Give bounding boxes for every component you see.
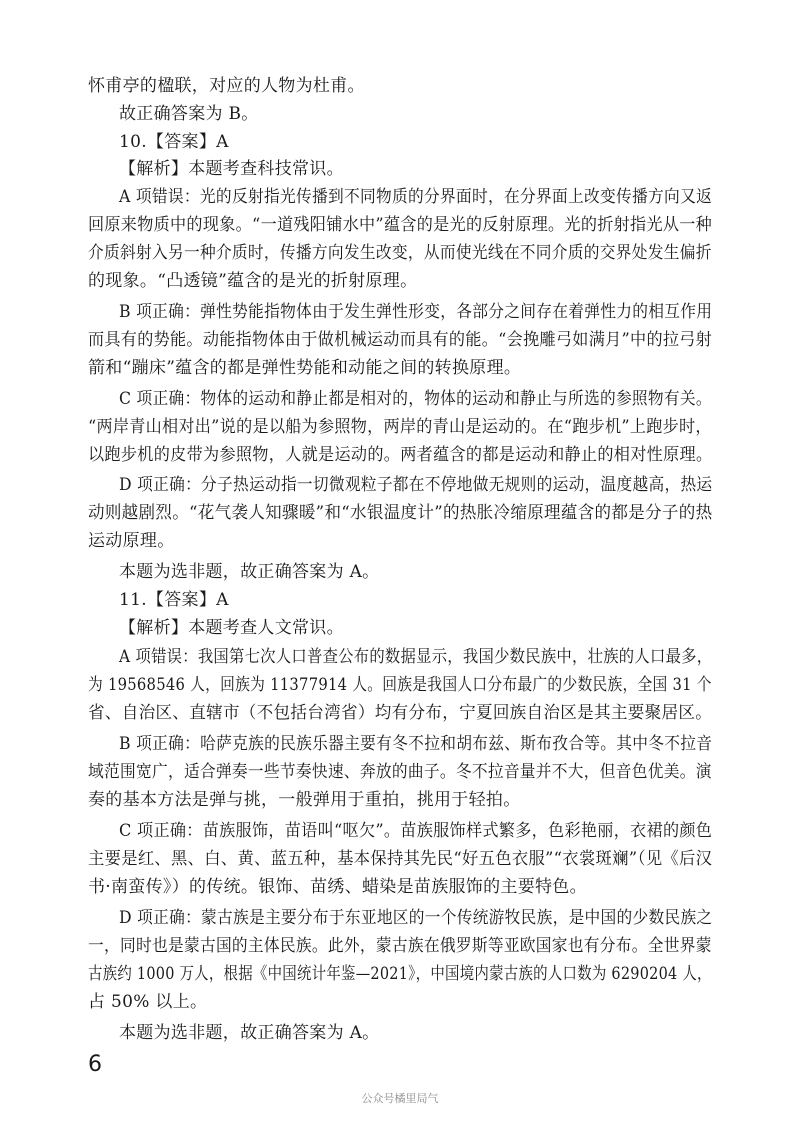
text-line: 以跑步机的皮带为参照物，人就是运动的。两者蕴含的都是运动和静止的相对性原理。 [88, 445, 713, 465]
text-line: 书·南蛮传》）的传统。银饰、苗绣、蜡染是苗族服饰的主要特色。 [88, 877, 587, 897]
answer-heading-10: 10.【答案】A [119, 132, 229, 152]
text-line: 省、自治区、直辖市（不包括台湾省）均有分布，宁夏回族自治区是其主要聚居区。 [88, 703, 713, 723]
text-line: B 项正确：哈萨克族的民族乐器主要有冬不拉和胡布兹、斯布孜合等。其中冬不拉音 [119, 734, 713, 754]
text-line: “两岸青山相对出”说的是以船为参照物，两岸的青山是运动的。在“跑步机”上跑步时， [88, 417, 712, 437]
text-line: 主要是红、黑、白、黄、蓝五种，基本保持其先民“好五色衣服”“衣裳斑斓”（见《后汉 [88, 849, 713, 869]
page-number: 6 [88, 1052, 102, 1077]
text-line: D 项正确：分子热运动指一切微观粒子都在不停地做无规则的运动，温度越高，热运 [119, 475, 713, 495]
watermark: 公众号橘里局气 [361, 1092, 439, 1105]
text-line: 本题为选非题，故正确答案为 A。 [119, 562, 380, 582]
text-line: 一，同时也是蒙古国的主体民族。此外，蒙古族在俄罗斯等亚欧国家也有分布。全世界蒙 [88, 936, 712, 956]
text-line: B 项正确：弹性势能指物体由于发生弹性形变，各部分之间存在着弹性力的相互作用 [119, 302, 713, 322]
text-line: A 项错误：光的反射指光传播到不同物质的分界面时，在分界面上改变传播方向又返 [119, 187, 713, 207]
text-line: A 项错误：我国第七次人口普查公布的数据显示，我国少数民族中，壮族的人口最多， [119, 647, 713, 667]
text-line: 古族约 1000 万人，根据《中国统计年鉴—2021》，中国境内蒙古族的人口数为 6290204 人， [88, 964, 712, 984]
answer-heading-11: 11.【答案】A [119, 590, 229, 610]
text-line: 运动原理。 [88, 531, 175, 551]
text-line: D 项正确：蒙古族是主要分布于东亚地区的一个传统游牧民族，是中国的少数民族之 [119, 908, 713, 928]
text-line: C 项正确：苗族服饰，苗语叫“呕欠”。苗族服饰样式繁多，色彩艳丽，衣裙的颜色 [119, 821, 713, 841]
text-line: 怀甫亭的楹联，对应的人物为杜甫。 [88, 76, 365, 96]
text-line: 箭和“蹦床”蕴含的都是弹性势能和动能之间的转换原理。 [88, 358, 522, 378]
text-line: 故正确答案为 B。 [119, 104, 259, 124]
analysis-heading-11: 【解析】本题考查人文常识。 [119, 618, 344, 638]
analysis-heading-10: 【解析】本题考查科技常识。 [119, 159, 344, 179]
text-line: 域范围宽广，适合弹奏一些节奏快速、奔放的曲子。冬不拉音量并不大，但音色优美。演 [88, 762, 712, 782]
text-line: 回原来物质中的现象。“一道残阳铺水中”蕴含的是光的反射原理。光的折射指光从一种 [88, 215, 713, 235]
text-line: 奏的基本方法是弹与挑，一般弹用于重拍，挑用于轻拍。 [88, 790, 521, 810]
text-line: 动则越剧烈。“花气袭人知骤暖”和“水银温度计”的热胀冷缩原理蕴含的都是分子的热 [88, 503, 713, 523]
text-line: C 项正确：物体的运动和静止都是相对的，物体的运动和静止与所选的参照物有关。 [119, 389, 712, 409]
text-line: 占 50% 以上。 [88, 992, 208, 1012]
text-line: 的现象。“凸透镜”蕴含的是光的折射原理。 [88, 271, 418, 291]
text-line: 介质斜射入另一种介质时，传播方向发生改变，从而使光线在不同介质的交界处发生偏折 [88, 243, 712, 263]
text-line: 本题为选非题，故正确答案为 A。 [119, 1023, 380, 1043]
text-line: 而具有的势能。动能指物体由于做机械运动而具有的能。“会挽雕弓如满月”中的拉弓射 [88, 330, 713, 350]
text-line: 为 19568546 人，回族为 11377914 人。回族是我国人口分布最广的少数民族，全国 31 个 [88, 675, 712, 695]
